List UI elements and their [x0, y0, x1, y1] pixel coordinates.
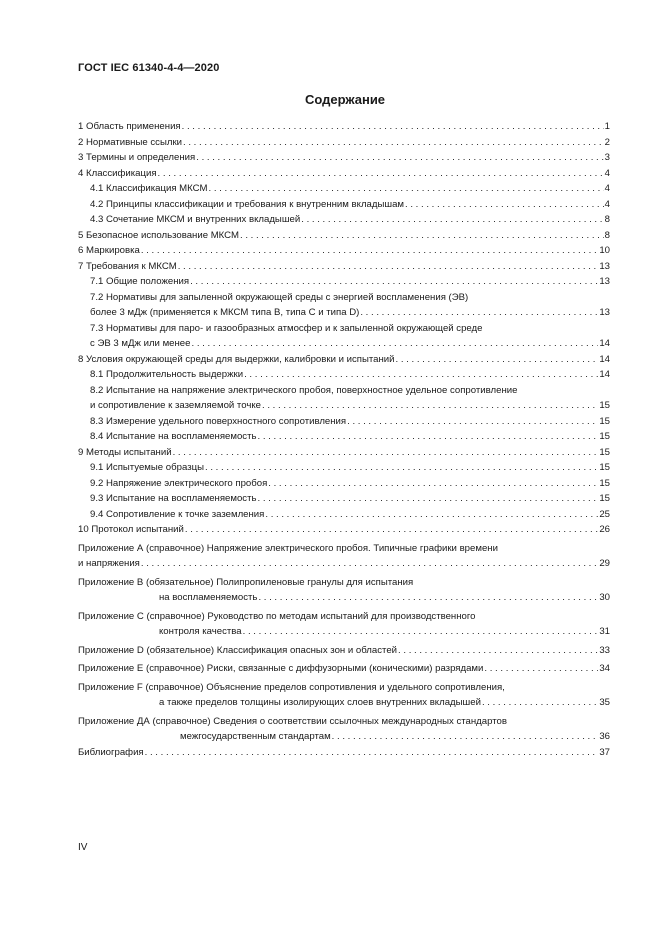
toc-entry-page: 14 — [599, 369, 610, 380]
toc-entry-label: 4.3 Сочетание МКСМ и внутренних вкладышей — [90, 214, 301, 225]
dot-leader — [182, 119, 604, 135]
toc-entry-label: 9.4 Сопротивление к точке заземления — [90, 508, 265, 520]
toc-entry[interactable] — [78, 522, 610, 538]
toc-entry-page: 35 — [599, 697, 610, 708]
toc-entry-multiline[interactable] — [78, 321, 610, 352]
toc-entry-page: 15 — [599, 415, 610, 427]
dot-leader — [240, 228, 604, 244]
toc-entry-page: 8 — [604, 214, 610, 225]
toc-entry-multiline[interactable] — [78, 383, 610, 414]
toc-entry[interactable] — [78, 228, 610, 244]
toc-entry-first-line: 7.3 Нормативы для паро- и газообразных атмосфер и к запыленной окружающей среде — [90, 322, 483, 334]
toc-entry-label: 7 Требования к МКСМ — [78, 260, 177, 272]
toc-entry-first-line: Приложение А (справочное) Напряжение электрического пробоя. Типичные графики времени — [78, 542, 498, 554]
toc-entry[interactable] — [78, 274, 610, 290]
dot-leader — [484, 661, 598, 677]
toc-entry-multiline[interactable] — [78, 290, 610, 321]
toc-entry-page: 29 — [599, 558, 610, 569]
toc-entry-label: Библиография — [78, 746, 144, 758]
toc-entry[interactable] — [78, 259, 610, 275]
dot-leader — [173, 445, 599, 461]
toc-entry-label: 2 Нормативные ссылки — [78, 136, 183, 148]
dot-leader — [398, 643, 598, 659]
toc-entry-label: контроля качества — [159, 626, 242, 637]
toc-entry-label: 10 Протокол испытаний — [78, 524, 184, 535]
toc-entry-multiline[interactable] — [78, 541, 610, 572]
toc-entry-page: 4 — [604, 167, 610, 179]
page-number: IV — [78, 842, 88, 853]
toc-entry[interactable] — [78, 643, 610, 659]
toc-entry[interactable] — [78, 166, 610, 182]
toc-entry-page: 4 — [604, 183, 610, 194]
toc-entry-label: с ЭВ 3 мДж или менее — [90, 338, 191, 349]
toc-entry-multiline[interactable] — [78, 609, 610, 640]
dot-leader — [196, 150, 603, 166]
toc-entry-label: 8.3 Измерение удельного поверхностного сопротивления — [90, 415, 347, 427]
toc-entry-label: межгосударственным стандартам — [180, 731, 331, 742]
dot-leader — [185, 522, 598, 538]
toc-entry[interactable] — [78, 491, 610, 507]
toc-entry[interactable] — [78, 414, 610, 430]
toc-entry[interactable] — [78, 367, 610, 383]
toc-entry-page: 30 — [599, 592, 610, 603]
toc-entry-page: 15 — [599, 431, 610, 442]
toc-entry-page: 15 — [599, 400, 610, 411]
toc-entry-page: 14 — [599, 353, 610, 365]
toc-entry-page: 26 — [599, 524, 610, 535]
toc-entry-label: 4 Классификация — [78, 167, 157, 179]
dot-leader — [258, 491, 599, 507]
toc-entry-multiline[interactable] — [78, 575, 610, 606]
toc-entry-page: 3 — [604, 152, 610, 163]
toc-entry-multiline[interactable] — [78, 714, 610, 745]
dot-leader — [141, 556, 598, 572]
toc-entry-page: 37 — [599, 746, 610, 758]
toc-entry[interactable] — [78, 352, 610, 368]
dot-leader — [301, 212, 603, 228]
toc-entry-page: 8 — [604, 229, 610, 241]
toc-entry-page: 13 — [599, 307, 610, 318]
dot-leader — [244, 367, 598, 383]
toc-entry[interactable] — [78, 150, 610, 166]
toc-entry-label: 9.1 Испытуемые образцы — [90, 462, 204, 473]
dot-leader — [360, 305, 598, 321]
dot-leader — [262, 398, 598, 414]
toc-entry-page: 13 — [599, 276, 610, 287]
toc-entry-page: 13 — [599, 260, 610, 272]
dot-leader — [178, 259, 599, 275]
toc-entry-label: 6 Маркировка — [78, 245, 140, 256]
toc-entry-page: 15 — [599, 493, 610, 504]
toc-entry-first-line: Приложение С (справочное) Руководство по методам испытаний для производственного — [78, 610, 476, 622]
dot-leader — [145, 745, 599, 761]
toc-entry[interactable] — [78, 181, 610, 197]
toc-entry-label: Приложение Е (справочное) Риски, связанные с диффузорными (коническими) разрядами — [78, 663, 484, 674]
dot-leader — [190, 274, 598, 290]
toc-entry-label: и напряжения — [78, 558, 140, 569]
dot-leader — [141, 243, 598, 259]
toc-entry[interactable] — [78, 460, 610, 476]
toc-entry-label: 9.2 Напряжение электрического пробоя — [90, 477, 268, 489]
page-title: Содержание — [304, 92, 386, 107]
toc-entry-label: и сопротивление к заземляемой точке — [90, 400, 261, 411]
dot-leader — [208, 181, 603, 197]
toc-entry-page: 15 — [599, 462, 610, 473]
dot-leader — [405, 197, 604, 213]
dot-leader — [258, 429, 599, 445]
dot-leader — [265, 507, 598, 523]
dot-leader — [347, 414, 598, 430]
toc-entry-page: 4 — [604, 198, 610, 210]
toc-entry-page: 15 — [599, 446, 610, 458]
toc-entry-label: 1 Область применения — [78, 121, 181, 132]
toc-entry-label: Приложение D (обязательное) Классификация опасных зон и областей — [78, 644, 398, 656]
toc-entry-first-line: 8.2 Испытание на напряжение электрического пробоя, поверхностное удельное сопротивление — [90, 384, 518, 396]
toc-entry-label: 8.1 Продолжительность выдержки — [90, 369, 244, 380]
dot-leader — [396, 352, 599, 368]
toc-entry-page: 33 — [599, 644, 610, 656]
toc-entry[interactable] — [78, 476, 610, 492]
toc-entry-page: 31 — [599, 626, 610, 637]
toc-entry-first-line: Приложение В (обязательное) Полипропиленовые гранулы для испытания — [78, 576, 414, 588]
toc-entry-page: 10 — [599, 245, 610, 256]
toc-entry-label: 4.1 Классификация МКСМ — [90, 183, 208, 194]
toc-entry[interactable] — [78, 445, 610, 461]
toc-entry-page: 36 — [599, 731, 610, 742]
dot-leader — [191, 336, 598, 352]
toc-entry-first-line: Приложение F (справочное) Объяснение пределов сопротивления и удельного сопротивления, — [78, 681, 505, 693]
toc-entry[interactable] — [78, 507, 610, 523]
toc-entry-page: 2 — [604, 136, 610, 148]
toc-entry-page: 34 — [599, 663, 610, 674]
toc-entry[interactable] — [78, 661, 610, 677]
toc-entry-page: 25 — [599, 508, 610, 520]
toc-entry-page: 1 — [604, 121, 610, 132]
toc-entry[interactable] — [78, 197, 610, 213]
toc-entry-label: 5 Безопасное использование МКСМ — [78, 229, 239, 241]
toc-entry[interactable] — [78, 745, 610, 761]
toc-entry-label: на воспламеняемость — [159, 592, 258, 603]
toc-entry[interactable] — [78, 243, 610, 259]
toc-entry-label: 9.3 Испытание на воспламеняемость — [90, 493, 257, 504]
toc-entry-label: 8.4 Испытание на воспламеняемость — [90, 431, 257, 442]
toc-entry-page: 14 — [599, 338, 610, 349]
dot-leader — [205, 460, 598, 476]
dot-leader — [158, 166, 604, 182]
toc-entry-first-line: 7.2 Нормативы для запыленной окружающей среды с энергией воспламенения (ЭВ) — [90, 291, 469, 303]
toc-entry[interactable] — [78, 429, 610, 445]
toc-entry[interactable] — [78, 119, 610, 135]
toc-entry-label: а также пределов толщины изолирующих слоев внутренних вкладышей — [159, 697, 481, 708]
document-header: ГОСТ IEC 61340-4-4—2020 — [78, 62, 220, 74]
dot-leader — [183, 135, 604, 151]
toc-entry-first-line: Приложение ДА (справочное) Сведения о соответствии ссылочных международных стандартов — [78, 715, 507, 727]
toc-entry[interactable] — [78, 212, 610, 228]
toc-entry-label: 7.1 Общие положения — [90, 276, 190, 287]
toc-entry-page: 15 — [599, 477, 610, 489]
dot-leader — [482, 695, 598, 711]
dot-leader — [268, 476, 598, 492]
toc-entry[interactable] — [78, 135, 610, 151]
toc-entry-label: более 3 мДж (применяется к МКСМ типа В, типа С и типа D) — [90, 307, 360, 318]
toc-entry-label: 9 Методы испытаний — [78, 446, 172, 458]
toc-entry-label: 8 Условия окружающей среды для выдержки, калибровки и испытаний — [78, 353, 395, 365]
dot-leader — [243, 624, 599, 640]
toc-entry-label: 3 Термины и определения — [78, 152, 196, 163]
table-of-contents — [78, 119, 610, 760]
toc-entry-label: 4.2 Принципы классификации и требования к внутренним вкладышам — [90, 198, 405, 210]
dot-leader — [258, 590, 598, 606]
toc-entry-multiline[interactable] — [78, 680, 610, 711]
dot-leader — [332, 729, 599, 745]
